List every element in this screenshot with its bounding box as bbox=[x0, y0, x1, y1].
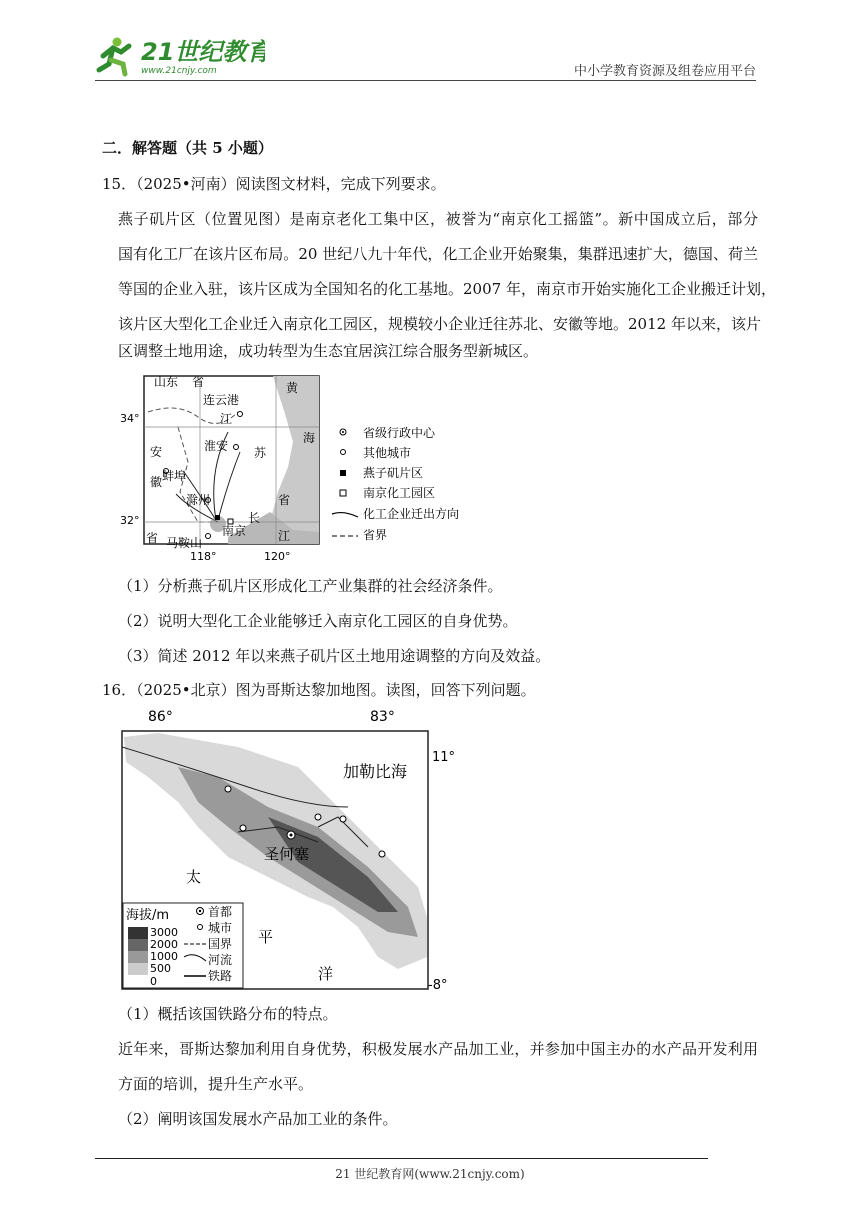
runner-icon bbox=[99, 38, 129, 75]
footer-text: 21 世纪教育网(www.21cnjy.com) bbox=[335, 1167, 525, 1181]
q15-para-line: 该片区大型化工企业迁入南京化工园区，规模较小企业迁往苏北、安徽等地。2012 年以来，该片 bbox=[118, 315, 761, 333]
jiangsu-map-figure bbox=[118, 372, 483, 572]
map-legend bbox=[123, 903, 243, 988]
city-icon bbox=[341, 450, 346, 455]
svg-text:www.21cnjy.com: www.21cnjy.com bbox=[141, 66, 217, 76]
svg-text:21世纪教育: 21世纪教育 bbox=[141, 38, 265, 66]
map-label: 滁州 bbox=[186, 493, 211, 507]
legend-label: 燕子矶片区 bbox=[363, 466, 424, 480]
legend-title: 海拔/m bbox=[126, 908, 170, 923]
elev-label: 0 bbox=[150, 975, 157, 988]
q15-para-line: 燕子矶片区（位置见图）是南京老化工集中区，被誉为“南京化工摇篮”。新中国成立后，部分 bbox=[118, 210, 758, 228]
map-label: 省 bbox=[278, 493, 291, 507]
footer-divider bbox=[95, 1158, 708, 1159]
city-marker bbox=[379, 851, 385, 857]
lat-label: -8° bbox=[428, 978, 448, 993]
q16-para-line: 近年来，哥斯达黎加利用自身优势，积极发展水产品加工业，并参加中国主办的水产品开发利用 bbox=[118, 1040, 758, 1058]
map-label: 马鞍山 bbox=[166, 536, 203, 550]
q15-para-line: 区调整土地用途，成功转型为生态宜居滨江综合服务型新城区。 bbox=[118, 342, 539, 360]
site-logo bbox=[95, 34, 265, 78]
lat-label: 34° bbox=[120, 412, 140, 425]
elev-label: 3000 bbox=[150, 926, 178, 939]
lon-label: 118° bbox=[190, 550, 217, 563]
q15-para-line: 国有化工厂在该片区布局。20 世纪八九十年代，化工企业开始聚集，集群迅速扩大，德国、荷兰 bbox=[118, 245, 758, 263]
q16-sub-question: （1）概括该国铁路分布的特点。 bbox=[118, 1005, 338, 1023]
q15-para-line: 等国的企业入驻，该片区成为全国知名的化工基地。2007 年，南京市开始实施化工企业搬迁计划， bbox=[118, 280, 776, 298]
lon-label: 83° bbox=[370, 709, 395, 725]
section-title: 二．解答题（共 5 小题） bbox=[102, 139, 273, 157]
legend-label: 化工企业迁出方向 bbox=[363, 507, 460, 521]
map-legend bbox=[332, 425, 459, 542]
platform-tagline: 中小学教育资源及组卷应用平台 bbox=[573, 64, 756, 79]
yanziji-marker bbox=[215, 515, 220, 520]
map-label: 江 bbox=[220, 412, 233, 426]
legend-label: 河流 bbox=[208, 953, 233, 967]
ocean-label: 洋 bbox=[318, 965, 334, 983]
elev-label: 2000 bbox=[150, 938, 178, 951]
costa-rica-map-figure bbox=[118, 707, 468, 997]
map-label: 省 bbox=[146, 531, 159, 545]
city-marker bbox=[225, 786, 231, 792]
legend-label: 国界 bbox=[208, 937, 233, 951]
q15-sub-question: （1）分析燕子矶片区形成化工产业集群的社会经济条件。 bbox=[118, 577, 503, 595]
map-label: 黄 bbox=[286, 381, 299, 395]
q16-para-line: 方面的培训，提升生产水平。 bbox=[118, 1075, 314, 1093]
elev-swatch bbox=[128, 927, 148, 939]
legend-label: 省界 bbox=[363, 528, 388, 542]
map-label: 徽 bbox=[150, 475, 163, 489]
legend-label: 省级行政中心 bbox=[363, 426, 436, 440]
city-icon bbox=[198, 925, 203, 930]
legend-label: 首都 bbox=[208, 905, 233, 919]
elev-label: 500 bbox=[150, 962, 171, 975]
city-marker bbox=[340, 816, 346, 822]
sea-label: 加勒比海 bbox=[343, 762, 408, 781]
migration-arrow-icon bbox=[332, 513, 358, 517]
capital-label: 圣何塞 bbox=[264, 845, 310, 863]
q15-sub-question: （2）说明大型化工企业能够迁入南京化工园区的自身优势。 bbox=[118, 612, 518, 630]
city-marker bbox=[234, 445, 239, 450]
yanziji-icon bbox=[340, 470, 346, 476]
city-marker bbox=[315, 814, 321, 820]
legend-label: 铁路 bbox=[208, 969, 233, 983]
chem-park-icon bbox=[340, 490, 346, 496]
elev-label: 1000 bbox=[150, 950, 178, 963]
q16-sub-question: （2）阐明该国发展水产品加工业的条件。 bbox=[118, 1110, 398, 1128]
legend-label: 其他城市 bbox=[363, 446, 412, 460]
map-label: 苏 bbox=[254, 446, 267, 460]
lat-label: 11° bbox=[432, 750, 456, 765]
map-label: 南京 bbox=[222, 524, 247, 538]
city-marker bbox=[238, 412, 243, 417]
elev-swatch bbox=[128, 963, 148, 975]
q15-sub-question: （3）简述 2012 年以来燕子矶片区土地用途调整的方向及效益。 bbox=[118, 647, 551, 665]
map-label: 连云港 bbox=[203, 393, 240, 407]
map-label: 淮安 bbox=[204, 439, 229, 453]
header-divider bbox=[95, 80, 756, 81]
map-label: 江 bbox=[278, 529, 291, 543]
legend-label: 南京化工园区 bbox=[363, 486, 436, 500]
legend-label: 城市 bbox=[208, 921, 233, 935]
map-label: 海 bbox=[303, 431, 316, 445]
city-marker bbox=[240, 825, 246, 831]
map-label: 安 bbox=[150, 445, 163, 459]
lon-label: 120° bbox=[264, 550, 291, 563]
elev-swatch bbox=[128, 951, 148, 963]
q15-stem: 15．（2025•河南）阅读图文材料，完成下列要求。 bbox=[102, 175, 446, 193]
lon-label: 86° bbox=[148, 709, 173, 725]
ocean-label: 太 bbox=[186, 868, 202, 886]
lat-label: 32° bbox=[120, 514, 140, 527]
city-marker bbox=[206, 534, 211, 539]
map-label: 长 bbox=[248, 511, 261, 525]
elev-swatch bbox=[128, 939, 148, 951]
map-label: 蚌埠 bbox=[162, 469, 187, 483]
map-label: 山东 bbox=[154, 375, 179, 389]
ocean-label: 平 bbox=[258, 928, 274, 946]
map-label: 省 bbox=[192, 375, 205, 389]
q16-stem: 16．（2025•北京）图为哥斯达黎加地图。读图，回答下列问题。 bbox=[102, 681, 536, 699]
